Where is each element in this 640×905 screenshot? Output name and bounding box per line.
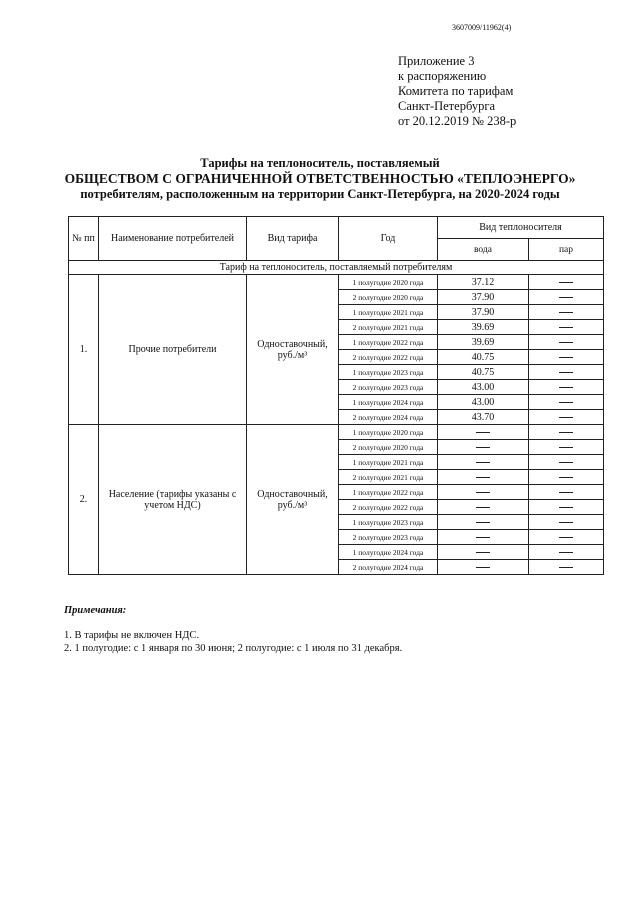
steam-value: [529, 440, 604, 455]
dash-mark: [559, 477, 573, 478]
dash-mark: [559, 342, 573, 343]
title-line-3: потребителям, расположенным на территории Санкт-Петербурга, на 2020-2024 годы: [80, 187, 560, 201]
document-title: [0, 156, 640, 202]
dash-mark: [559, 327, 573, 328]
steam-value: [529, 425, 604, 440]
dash-mark: [559, 447, 573, 448]
header-water: вода: [438, 239, 529, 261]
dash-mark: [559, 492, 573, 493]
dash-mark: [559, 372, 573, 373]
dash-mark: [559, 297, 573, 298]
notes-heading: Примечания:: [64, 605, 127, 616]
consumer-name: Население (тарифы указаны с учетом НДС): [99, 425, 247, 575]
steam-value: [529, 470, 604, 485]
dash-mark: [476, 492, 490, 493]
steam-value: [529, 365, 604, 380]
dash-mark: [559, 507, 573, 508]
tariff-type: Одноставочный, руб./м³: [247, 425, 339, 575]
dash-mark: [476, 537, 490, 538]
period-cell: 2 полугодие 2021 года: [339, 470, 438, 485]
dash-mark: [476, 522, 490, 523]
period-cell: 1 полугодие 2024 года: [339, 395, 438, 410]
document-number: 3607009/11962(4): [452, 23, 512, 32]
water-value: [438, 530, 529, 545]
water-value: [438, 545, 529, 560]
dash-mark: [476, 432, 490, 433]
period-cell: 2 полугодие 2023 года: [339, 530, 438, 545]
steam-value: [529, 275, 604, 290]
appendix-line: к распоряжению: [398, 69, 487, 83]
steam-value: [529, 500, 604, 515]
dash-mark: [559, 357, 573, 358]
period-cell: 2 полугодие 2022 года: [339, 350, 438, 365]
dash-mark: [559, 417, 573, 418]
steam-value: [529, 290, 604, 305]
period-cell: 2 полугодие 2023 года: [339, 380, 438, 395]
dash-mark: [476, 477, 490, 478]
dash-mark: [559, 522, 573, 523]
water-value: [438, 455, 529, 470]
notes-block: [64, 604, 402, 655]
row-number: 2.: [69, 425, 99, 575]
dash-mark: [559, 282, 573, 283]
table-row: [69, 425, 604, 440]
period-cell: 1 полугодие 2023 года: [339, 365, 438, 380]
note-item: 2. 1 полугодие: с 1 января по 30 июня; 2 полугодие: с 1 июля по 31 декабря.: [64, 643, 403, 654]
tariff-table: [68, 216, 604, 575]
steam-value: [529, 455, 604, 470]
dash-mark: [559, 462, 573, 463]
steam-value: [529, 530, 604, 545]
period-cell: 2 полугодие 2024 года: [339, 410, 438, 425]
steam-value: [529, 335, 604, 350]
water-value: 37.90: [438, 305, 529, 320]
water-value: [438, 470, 529, 485]
steam-value: [529, 320, 604, 335]
water-value: [438, 485, 529, 500]
appendix-line: Санкт-Петербурга: [398, 99, 496, 113]
dash-mark: [476, 552, 490, 553]
period-cell: 2 полугодие 2024 года: [339, 560, 438, 575]
header-carrier-type: Вид теплоносителя: [438, 217, 604, 239]
tariff-type: Одноставочный, руб./м³: [247, 275, 339, 425]
appendix-line: от 20.12.2019 № 238-р: [398, 114, 517, 128]
steam-value: [529, 545, 604, 560]
steam-value: [529, 380, 604, 395]
water-value: 43.00: [438, 395, 529, 410]
period-cell: 2 полугодие 2021 года: [339, 320, 438, 335]
water-value: 40.75: [438, 365, 529, 380]
dash-mark: [559, 387, 573, 388]
section-label: Тариф на теплоноситель, поставляемый потребителям: [69, 261, 604, 275]
header-tariff-type: Вид тарифа: [247, 217, 339, 261]
note-item: 1. В тарифы не включен НДС.: [64, 630, 200, 641]
appendix-block: [398, 54, 516, 129]
water-value: 37.90: [438, 290, 529, 305]
appendix-line: Приложение 3: [398, 54, 475, 68]
water-value: [438, 440, 529, 455]
period-cell: 1 полугодие 2021 года: [339, 305, 438, 320]
dash-mark: [559, 552, 573, 553]
header-steam: пар: [529, 239, 604, 261]
water-value: 37.12: [438, 275, 529, 290]
dash-mark: [476, 462, 490, 463]
period-cell: 1 полугодие 2021 года: [339, 455, 438, 470]
steam-value: [529, 410, 604, 425]
dash-mark: [559, 402, 573, 403]
consumer-name: Прочие потребители: [99, 275, 247, 425]
period-cell: 1 полугодие 2022 года: [339, 335, 438, 350]
table-row: [69, 275, 604, 290]
dash-mark: [476, 447, 490, 448]
water-value: [438, 425, 529, 440]
period-cell: 2 полугодие 2020 года: [339, 440, 438, 455]
dash-mark: [559, 567, 573, 568]
steam-value: [529, 485, 604, 500]
period-cell: 1 полугодие 2023 года: [339, 515, 438, 530]
water-value: [438, 500, 529, 515]
title-line-1: Тарифы на теплоноситель, поставляемый: [200, 156, 440, 170]
dash-mark: [559, 312, 573, 313]
water-value: [438, 560, 529, 575]
header-num: № пп: [69, 217, 99, 261]
steam-value: [529, 350, 604, 365]
dash-mark: [476, 507, 490, 508]
dash-mark: [559, 432, 573, 433]
period-cell: 1 полугодие 2020 года: [339, 425, 438, 440]
steam-value: [529, 560, 604, 575]
water-value: 43.70: [438, 410, 529, 425]
dash-mark: [559, 537, 573, 538]
dash-mark: [476, 567, 490, 568]
water-value: 39.69: [438, 335, 529, 350]
water-value: 40.75: [438, 350, 529, 365]
header-year: Год: [339, 217, 438, 261]
period-cell: 1 полугодие 2022 года: [339, 485, 438, 500]
steam-value: [529, 515, 604, 530]
title-line-2: ОБЩЕСТВОМ С ОГРАНИЧЕННОЙ ОТВЕТСТВЕННОСТЬЮ «ТЕПЛОЭНЕРГО»: [64, 171, 576, 186]
period-cell: 2 полугодие 2020 года: [339, 290, 438, 305]
appendix-line: Комитета по тарифам: [398, 84, 514, 98]
water-value: 43.00: [438, 380, 529, 395]
steam-value: [529, 305, 604, 320]
water-value: 39.69: [438, 320, 529, 335]
period-cell: 1 полугодие 2020 года: [339, 275, 438, 290]
water-value: [438, 515, 529, 530]
period-cell: 1 полугодие 2024 года: [339, 545, 438, 560]
row-number: 1.: [69, 275, 99, 425]
steam-value: [529, 395, 604, 410]
period-cell: 2 полугодие 2022 года: [339, 500, 438, 515]
header-consumer: Наименование потребителей: [99, 217, 247, 261]
